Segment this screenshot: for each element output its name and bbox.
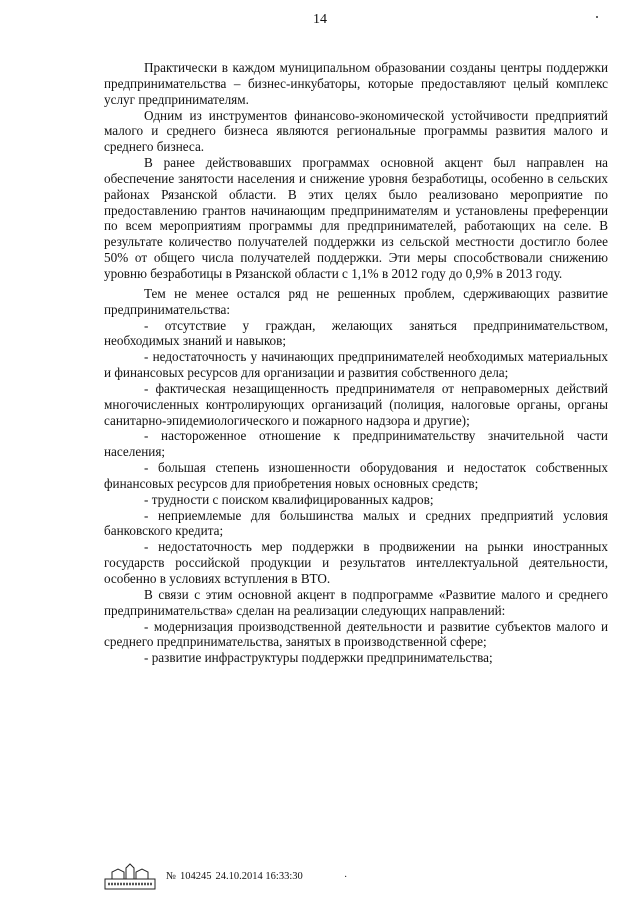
paragraph: - настороженное отношение к предпринимательству значительной части населения;	[104, 428, 608, 460]
registration-stamp	[166, 871, 307, 882]
stamp-mark: ·	[344, 872, 348, 883]
stamp-number-sign: №	[166, 871, 177, 882]
paragraph: - недостаточность мер поддержки в продвижении на рынки иностранных государств российской продукции и результатов интеллектуальной деятельности, особенно в условиях вступления в ВТО.	[104, 539, 608, 586]
paragraph: - трудности с поиском квалифицированных кадров;	[144, 491, 434, 507]
paragraph: Тем не менее остался ряд не решенных проблем, сдерживающих развитие предпринимательства:	[104, 285, 608, 317]
paragraph: - развитие инфраструктуры поддержки предпринимательства;	[144, 650, 493, 666]
document-footer	[104, 862, 524, 892]
paragraph: В ранее действовавших программах основной акцент был направлен на обеспечение занятости населения и снижение уровня безработицы, особенно в сельских районах Рязанской области. В этих целях было реализовано мероприятие по предоставлению грантов начинающим предпринимателям и установлены преференции по всем мероприятиям программы для предпринимателей, работающих на селе. В результате количество получателей поддержки из сельской местности достигло более 50% от общего числа получателей поддержки. Эти меры способствовали снижению уровню безработицы в Рязанской области с 1,1% в 2012 году до 0,9% в 2013 году.	[104, 155, 608, 281]
registry-logo	[104, 862, 156, 890]
paragraph: - недостаточность у начинающих предпринимателей необходимых материальных и финансовых ресурсов для организации и развития собственного дела;	[104, 349, 608, 381]
paragraph: В связи с этим основной акцент в подпрограмме «Развитие малого и среднего предпринимательства» сделан на реализации следующих направлений:	[104, 586, 608, 618]
paragraph: - модернизация производственной деятельности и развитие субъектов малого и среднего предпринимательства, занятых в производственной сфере;	[104, 618, 608, 650]
paragraph: - большая степень изношенности оборудования и недостаток собственных финансовых ресурсов для приобретения новых основных средств;	[104, 460, 608, 491]
stamp-datetime: 24.10.2014 16:33:30	[215, 871, 303, 882]
paragraph: - отсутствие у граждан, желающих заняться предпринимательством, необходимых знаний и навыков;	[104, 317, 608, 349]
paragraph: - неприемлемые для большинства малых и средних предприятий условия банковского кредита;	[104, 507, 608, 539]
document-body	[104, 60, 608, 666]
scan-speck	[596, 16, 598, 18]
paragraph: Одним из инструментов финансово-экономической устойчивости предприятий малого и среднего бизнеса являются региональные программы развития малого и среднего бизнеса.	[104, 107, 608, 155]
stamp-number: 104245	[180, 871, 212, 882]
page-number: 14	[313, 12, 327, 27]
paragraph: Практически в каждом муниципальном образовании созданы центры поддержки предпринимательства – бизнес-инкубаторы, которые предоставляют целый комплекс услуг предпринимателям.	[104, 60, 608, 107]
paragraph: - фактическая незащищенность предпринимателя от неправомерных действий многочисленных контролирующих организаций (полиция, налоговые органы, органы санитарно-эпидемиологического и пожарного надзора и другие);	[104, 380, 608, 428]
